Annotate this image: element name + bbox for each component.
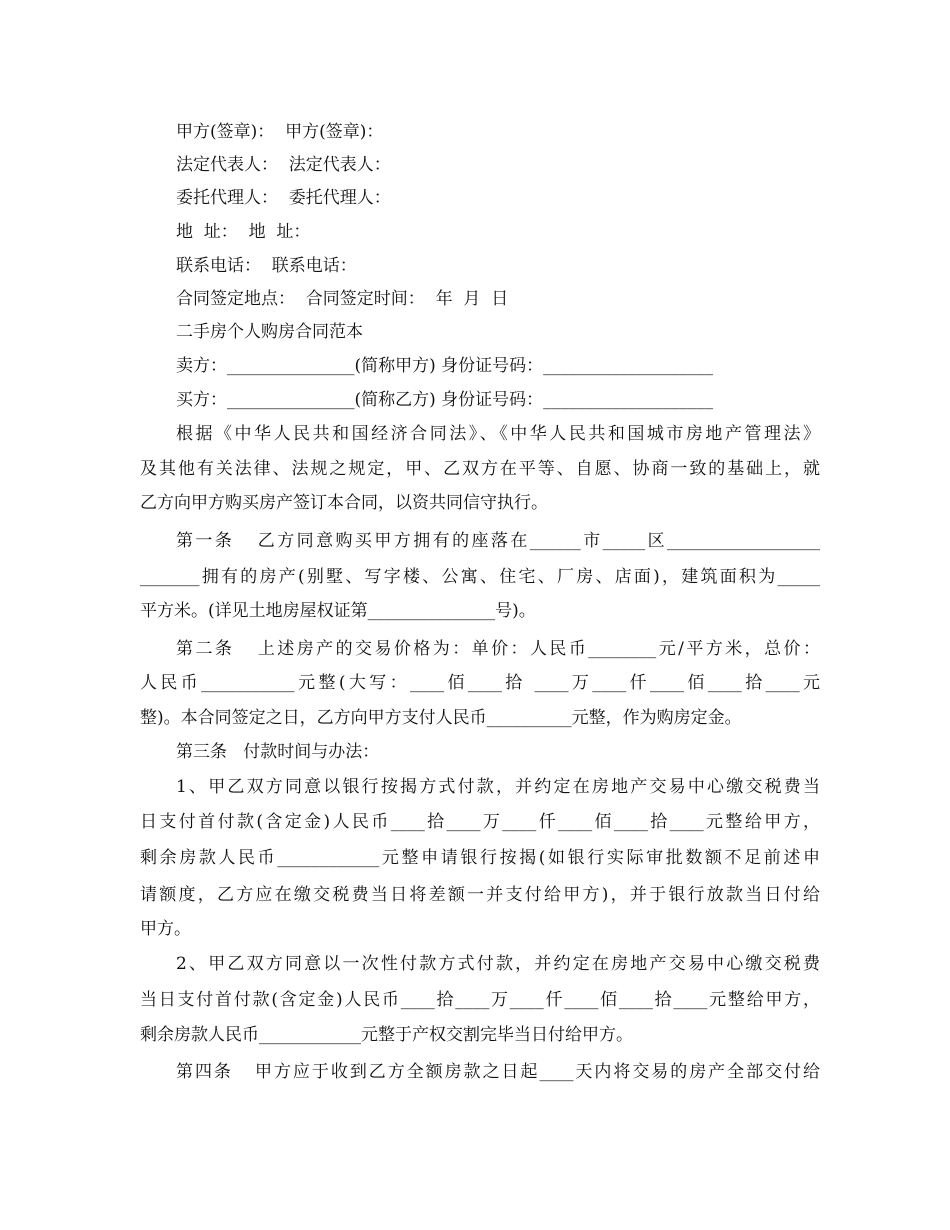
buyer-line: 买方：_______________(简称乙方) 身份证号码：____________________	[176, 390, 714, 410]
contact-phone: 联系电话： 联系电话：	[176, 256, 357, 276]
article-3-item-1-line-3: 剩余房款人民币____________元整申请银行按揭(如银行实际审批数额不足前述申	[140, 848, 820, 868]
article-3-item-1-line-2: 日支付首付款(含定金)人民币____拾____万____仟____佰____拾____元整给甲方，	[140, 812, 820, 832]
article-3-item-2-line-3: 剩余房款人民币____________元整于产权交割完毕当日付给甲方。	[140, 1025, 633, 1045]
legal-representative: 法定代表人： 法定代表人：	[176, 155, 391, 175]
signing-place-time: 合同签定地点： 合同签定时间： 年 月 日	[176, 289, 509, 309]
article-3-heading: 第三条 付款时间与办法：	[176, 742, 380, 762]
contract-title: 二手房个人购房合同范本	[176, 322, 363, 342]
article-2-line-1: 第二条 上述房产的交易价格为：单价：人民币________元/平方米，总价：	[176, 639, 820, 659]
article-2-line-3: 整)。本合同签定之日，乙方向甲方支付人民币__________元整，作为购房定金。	[140, 708, 742, 728]
address-line: 地 址： 地 址：	[176, 222, 311, 242]
article-3-item-1-line-4: 请额度，乙方应在缴交税费当日将差额一并支付给甲方)，并于银行放款当日付给	[140, 885, 820, 905]
seller-line: 卖方：_______________(简称甲方) 身份证号码：____________________	[176, 356, 714, 376]
article-2-line-2: 人民币___________元整(大写：____佰____拾 ____万____仟____佰____拾____元	[140, 673, 820, 693]
authorized-agent: 委托代理人： 委托代理人：	[176, 188, 391, 208]
article-3-item-2-line-2: 当日支付首付款(含定金)人民币____拾____万____仟____佰____拾____元整给甲方，	[140, 990, 820, 1010]
preamble-line-3: 乙方向甲方购买房产签订本合同，以资共同信守执行。	[140, 493, 548, 513]
article-1-line-2: _______拥有的房产(别墅、写字楼、公寓、住宅、厂房、店面)，建筑面积为_____	[140, 567, 820, 587]
article-4-line-1: 第四条 甲方应于收到乙方全额房款之日起____天内将交易的房产全部交付给	[176, 1062, 820, 1082]
preamble-line-1: 根据《中华人民共和国经济合同法》、《中华人民共和国城市房地产管理法》	[176, 424, 820, 444]
article-3-item-2-line-1: 2、甲乙双方同意以一次性付款方式付款，并约定在房地产交易中心缴交税费	[176, 954, 820, 974]
article-1-line-3: 平方米。(详见土地房屋权证第_______________号)。	[140, 601, 536, 621]
article-3-item-1-line-5: 甲方。	[140, 919, 191, 939]
article-3-item-1-line-1: 1、甲乙双方同意以银行按揭方式付款，并约定在房地产交易中心缴交税费当	[176, 777, 820, 797]
article-1-line-1: 第一条 乙方同意购买甲方拥有的座落在______市_____区__________________	[176, 531, 820, 551]
preamble-line-2: 及其他有关法律、法规之规定，甲、乙双方在平等、自愿、协商一致的基础上，就	[140, 459, 820, 479]
signature-party-a: 甲方(签章)： 甲方(签章)：	[176, 122, 384, 142]
